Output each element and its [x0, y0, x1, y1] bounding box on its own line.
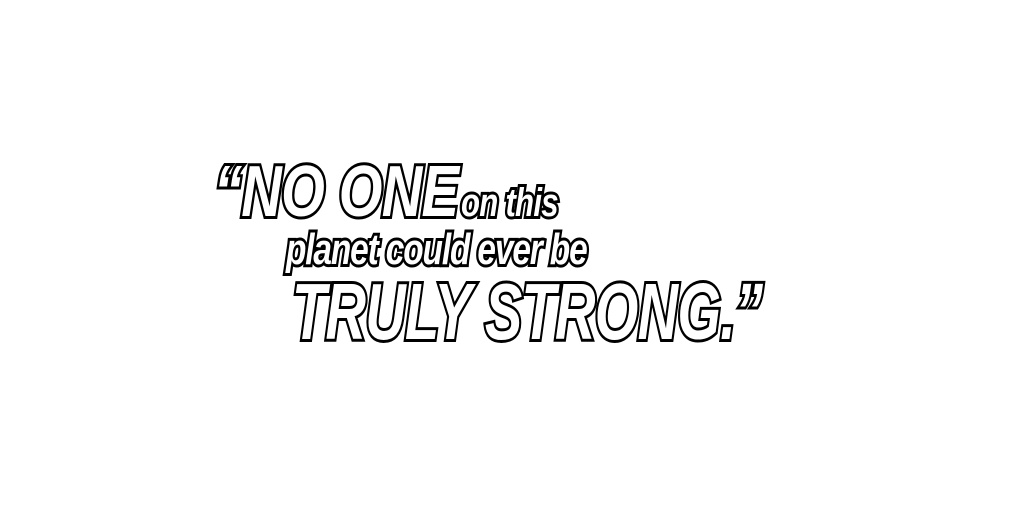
quote-line-1 — [214, 152, 585, 232]
quote-line-3: TRULY STRONG.” — [292, 267, 763, 356]
quote-line-2: planet could ever be — [286, 225, 587, 274]
quote-emphasis-no-one: “NO ONE — [214, 152, 459, 232]
quote-line-1-rest: on this — [461, 181, 558, 225]
